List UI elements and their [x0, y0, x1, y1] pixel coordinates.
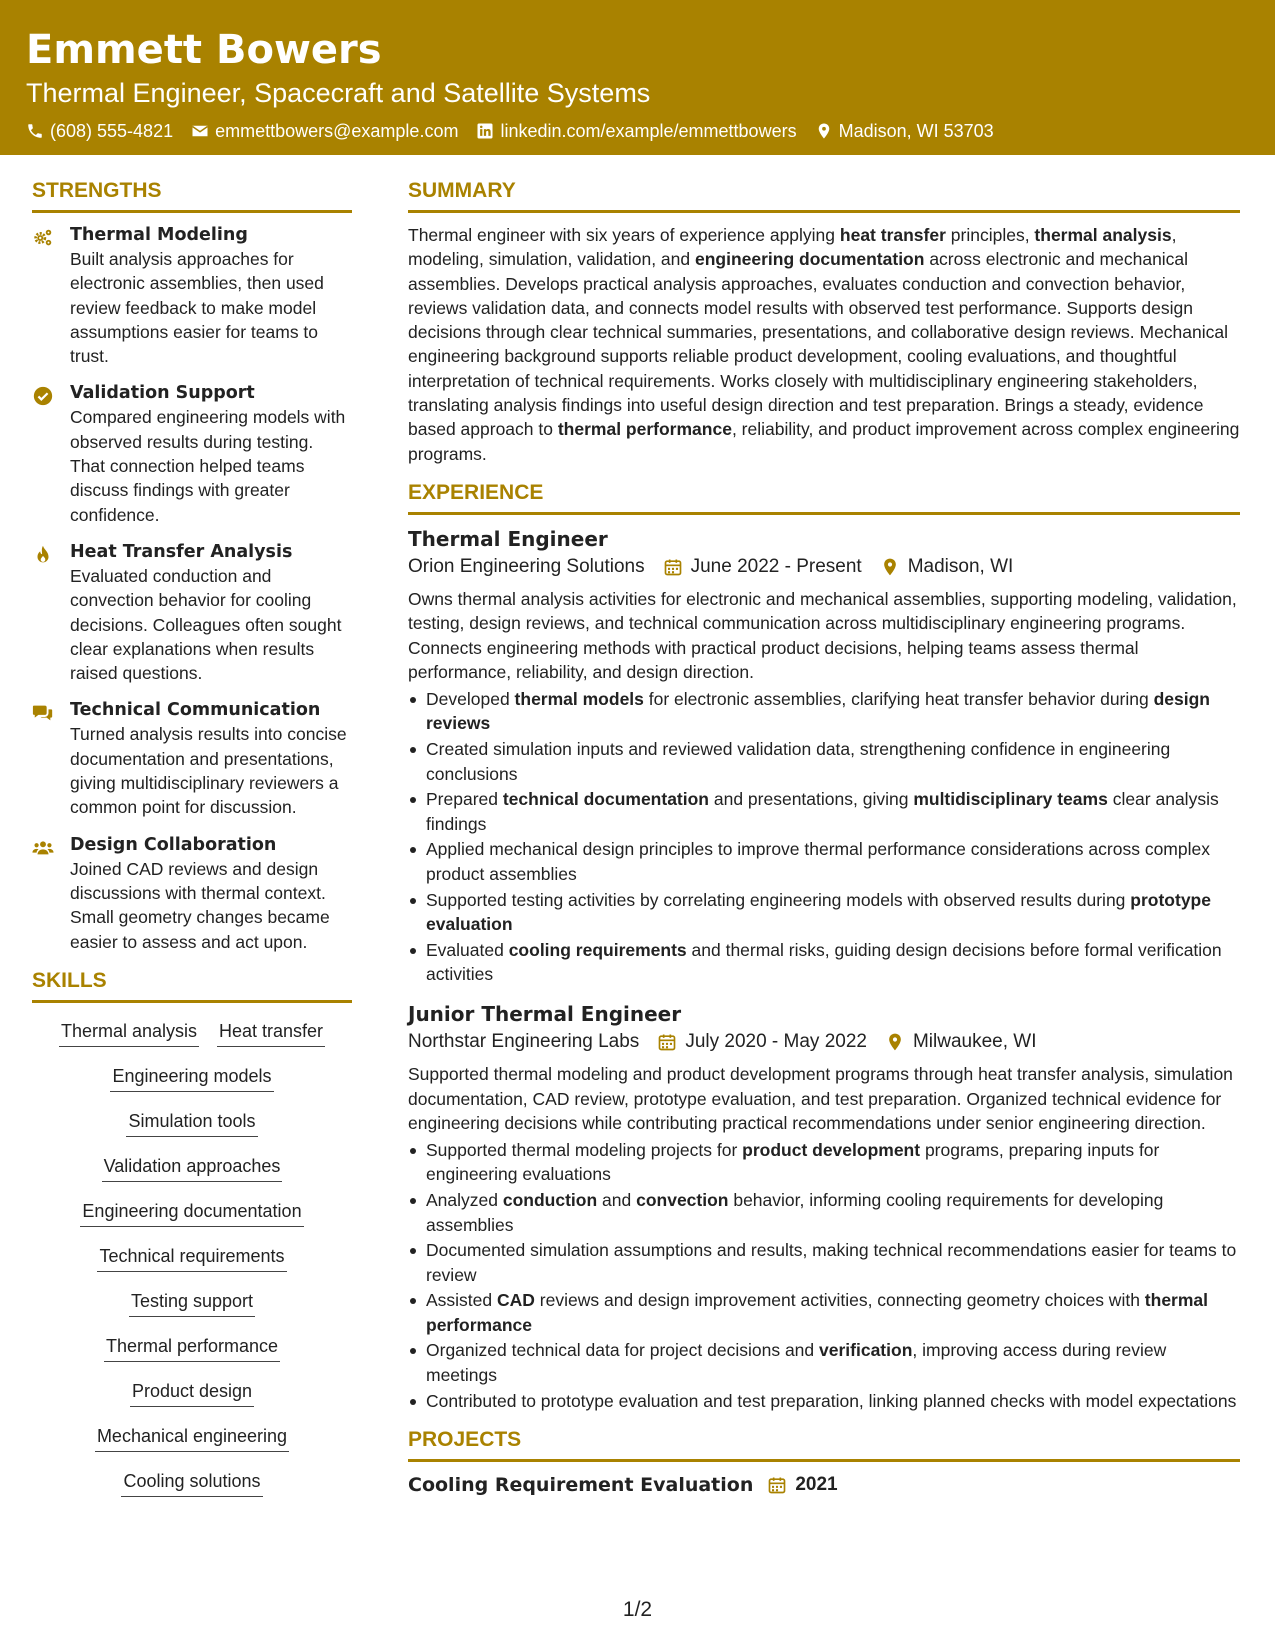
- job-company: Northstar Engineering Labs: [408, 1031, 640, 1053]
- skill-row: [32, 1013, 352, 1058]
- email-text: emmettbowers@example.com: [215, 121, 459, 141]
- job-bullets: [408, 1138, 1240, 1413]
- job-bullet: Evaluated cooling requirements and thermal risks, guiding design decisions before formal verification activities: [408, 938, 1240, 987]
- job-company: Orion Engineering Solutions: [408, 555, 645, 577]
- job-bullet: Supported testing activities by correlating engineering models with observed results during prototype evaluation: [408, 888, 1240, 937]
- page-number: 1/2: [622, 1598, 653, 1621]
- chat-bubbles-icon: [32, 698, 70, 819]
- strength-desc: Turned analysis results into concise documentation and presentations, giving multidisciplinary reviewers a common point for discussion.: [70, 724, 347, 818]
- calendar-icon: [767, 1475, 787, 1495]
- project-entry: [408, 1472, 1240, 1498]
- projects-list: [408, 1472, 1240, 1498]
- strength-item: [32, 833, 352, 954]
- contact-linkedin[interactable]: [476, 120, 796, 142]
- resume-header: [0, 0, 1275, 155]
- experience-heading: EXPERIENCE: [408, 480, 1240, 515]
- check-circle-icon: [32, 381, 70, 526]
- skill-tag: Validation approaches: [102, 1154, 283, 1182]
- job-dates: June 2022 - Present: [690, 555, 862, 577]
- skill-row: [32, 1418, 352, 1463]
- job-description: Owns thermal analysis activities for electronic and mechanical assemblies, supporting modeling, validation, testing, design reviews, and technical communication across multidisciplinary engineering programs. Connects engineering methods with practical product decisions, helping teams assess thermal performance, reliability, and design direction.: [408, 588, 1237, 682]
- job-meta: [408, 553, 1240, 581]
- skill-tag: Engineering documentation: [80, 1199, 303, 1227]
- job-bullet: Contributed to prototype evaluation and test preparation, linking planned checks with model expectations: [408, 1389, 1240, 1413]
- calendar-icon: [657, 1032, 677, 1052]
- envelope-icon: [191, 122, 209, 140]
- skill-row: [32, 1283, 352, 1328]
- skill-row: [32, 1193, 352, 1238]
- skill-tag: Thermal analysis: [59, 1019, 199, 1047]
- job-location: Madison, WI: [907, 555, 1014, 577]
- linkedin-icon: [476, 122, 494, 140]
- candidate-name: Emmett Bowers: [26, 27, 382, 73]
- right-column: [408, 178, 1240, 1498]
- candidate-role: Thermal Engineer, Spacecraft and Satellite Systems: [26, 78, 651, 108]
- job-bullet: Applied mechanical design principles to improve thermal performance considerations across complex product assemblies: [408, 837, 1240, 886]
- flame-icon: [32, 540, 70, 685]
- job-bullet: Analyzed conduction and convection behavior, informing cooling requirements for developing assemblies: [408, 1188, 1240, 1237]
- strength-item: [32, 698, 352, 819]
- job-bullet: Supported thermal modeling projects for product development programs, preparing inputs for engineering evaluations: [408, 1138, 1240, 1187]
- projects-heading: PROJECTS: [408, 1427, 1240, 1462]
- contact-location: [815, 120, 994, 142]
- strength-title: Design Collaboration: [70, 834, 277, 855]
- contact-bar: [26, 120, 1275, 142]
- strength-title: Thermal Modeling: [70, 225, 248, 245]
- job-entry: [408, 525, 1240, 986]
- skills-heading: SKILLS: [32, 968, 352, 1003]
- project-year: 2021: [795, 1473, 838, 1495]
- contact-phone[interactable]: [26, 120, 173, 142]
- job-title: Thermal Engineer: [408, 526, 608, 551]
- map-pin-icon: [880, 557, 900, 577]
- skill-row: [32, 1148, 352, 1193]
- skill-tag: Engineering models: [110, 1064, 273, 1092]
- strength-item: [32, 223, 352, 368]
- gears-icon: [32, 223, 70, 368]
- skill-tag: Product design: [130, 1379, 254, 1407]
- strength-item: [32, 381, 352, 526]
- skill-tag: Heat transfer: [217, 1019, 325, 1047]
- skill-row: [32, 1103, 352, 1148]
- job-bullet: Developed thermal models for electronic assemblies, clarifying heat transfer behavior during design reviews: [408, 687, 1240, 736]
- users-icon: [32, 833, 70, 954]
- strengths-heading: STRENGTHS: [32, 178, 352, 213]
- strength-title: Heat Transfer Analysis: [70, 541, 293, 562]
- skill-tag: Testing support: [129, 1289, 255, 1317]
- job-entry: [408, 1000, 1240, 1413]
- jobs-list: [408, 525, 1240, 1413]
- strength-title: Technical Communication: [70, 700, 321, 721]
- phone-text: (608) 555-4821: [50, 121, 174, 141]
- map-pin-icon: [885, 1032, 905, 1052]
- linkedin-text: linkedin.com/example/emmettbowers: [500, 121, 797, 141]
- left-column: [32, 178, 352, 1508]
- skills-list: [32, 1013, 352, 1508]
- skill-row: [32, 1463, 352, 1508]
- job-bullet: Created simulation inputs and reviewed validation data, strengthening confidence in engineering conclusions: [408, 737, 1240, 786]
- skill-row: [32, 1238, 352, 1283]
- strength-desc: Built analysis approaches for electronic assemblies, then used review feedback to make model assumptions easier for teams to trust.: [70, 249, 324, 367]
- skill-tag: Mechanical engineering: [95, 1424, 289, 1452]
- skill-tag: Thermal performance: [104, 1334, 280, 1362]
- job-location: Milwaukee, WI: [912, 1031, 1037, 1053]
- job-bullet: Organized technical data for project decisions and verification, improving access during review meetings: [408, 1338, 1240, 1387]
- location-text: Madison, WI 53703: [838, 121, 994, 141]
- skill-row: [32, 1373, 352, 1418]
- strength-desc: Compared engineering models with observed results during testing. That connection helped teams discuss findings with greater confidence.: [70, 407, 346, 525]
- job-dates: July 2020 - May 2022: [685, 1031, 867, 1053]
- skill-row: [32, 1328, 352, 1373]
- job-bullet: Prepared technical documentation and presentations, giving multidisciplinary teams clear analysis findings: [408, 787, 1240, 836]
- job-bullet: Assisted CAD reviews and design improvement activities, connecting geometry choices with thermal performance: [408, 1288, 1240, 1337]
- summary-heading: SUMMARY: [408, 178, 1240, 213]
- job-title: Junior Thermal Engineer: [408, 1002, 682, 1027]
- strengths-list: [32, 223, 352, 954]
- job-description: Supported thermal modeling and product development programs through heat transfer analysis, simulation documentation, CAD review, prototype evaluation, and test preparation. Organized technical evidence for engineering decisions while contributing practical recommendations under senior engineering direction.: [408, 1064, 1233, 1133]
- strength-item: [32, 540, 352, 685]
- skill-row: [32, 1058, 352, 1103]
- calendar-icon: [663, 557, 683, 577]
- map-pin-icon: [815, 122, 833, 140]
- project-title: Cooling Requirement Evaluation: [408, 1473, 754, 1496]
- skill-tag: Cooling solutions: [121, 1469, 262, 1497]
- contact-email[interactable]: [191, 120, 458, 142]
- skill-tag: Technical requirements: [97, 1244, 286, 1272]
- summary-text: Thermal engineer with six years of experience applying heat transfer principles, thermal analysis, modeling, simulation, validation, and engineering documentation across electronic and mechanical assemblies. Develops practical analysis approaches, evaluates conduction and convection behavior, reviews validation data, and connects model results with observed test performance. Supports design decisions through clear technical summaries, presentations, and collaborative design reviews. Mechanical engineering background supports reliable product development, cooling evaluations, and thoughtful interpretation of technical requirements. Works closely with multidisciplinary engineering stakeholders, translating analysis findings into useful design direction and test preparation. Brings a steady, evidence based approach to thermal performance, reliability, and product improvement across complex engineering programs.: [408, 225, 1240, 464]
- job-bullets: [408, 687, 1240, 986]
- strength-desc: Joined CAD reviews and design discussions with thermal context. Small geometry changes became easier to assess and act upon.: [70, 858, 330, 952]
- job-meta: [408, 1028, 1240, 1056]
- strength-desc: Evaluated conduction and convection behavior for cooling decisions. Colleagues often sought clear explanations when results raised questions.: [70, 565, 342, 684]
- strength-title: Validation Support: [70, 383, 255, 404]
- skill-tag: Simulation tools: [126, 1109, 257, 1137]
- job-bullet: Documented simulation assumptions and results, making technical recommendations easier for teams to review: [408, 1238, 1240, 1287]
- phone-icon: [26, 122, 44, 140]
